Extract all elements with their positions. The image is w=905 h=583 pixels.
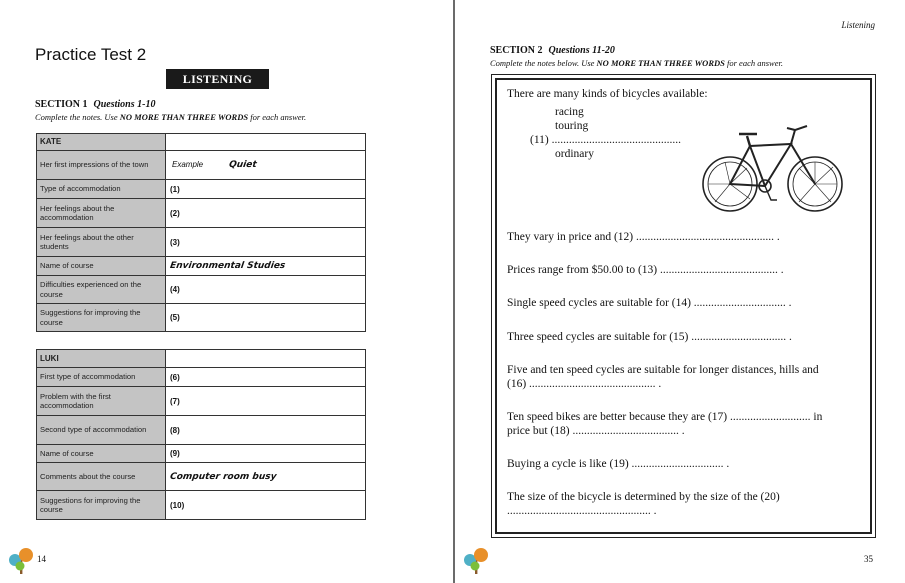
row-label: Her first impressions of the town	[37, 151, 166, 180]
listening-banner: LISTENING	[166, 69, 269, 89]
question-line-17-18[interactable]: Ten speed bikes are better because they are (17) ............................ in price but (18) ..................................... .	[507, 411, 823, 437]
question-line-16[interactable]: Five and ten speed cycles are suitable for longer distances, hills and (16) ............................................ .	[507, 364, 819, 390]
kate-notes-table	[36, 133, 366, 332]
answer-cell[interactable]: (5)	[166, 304, 366, 332]
section-2-instructions: Complete the notes below. Use NO MORE THAN THREE WORDS for each answer.	[490, 58, 783, 68]
handwritten-answer: Computer room busy	[169, 471, 278, 482]
questions-range: Questions 11-20	[548, 45, 615, 56]
tree-logo-icon	[461, 546, 491, 576]
answer-cell[interactable]: (9)	[166, 445, 366, 463]
bicycle-kind: touring	[555, 120, 589, 132]
running-head: Listening	[841, 20, 875, 30]
handwritten-answer: Quiet	[228, 160, 258, 170]
row-label: Suggestions for improving the course	[37, 304, 166, 332]
row-label: Her feelings about the accommodation	[37, 199, 166, 228]
row-label: Name of course	[37, 257, 166, 276]
answer-cell[interactable]: (8)	[166, 416, 366, 445]
answer-cell[interactable]	[166, 257, 366, 276]
question-line-14[interactable]: Single speed cycles are suitable for (14) ................................ .	[507, 297, 792, 309]
question-line-12[interactable]: They vary in price and (12) ................................................ .	[507, 231, 780, 243]
row-label: Difficulties experienced on the course	[37, 276, 166, 304]
answer-cell[interactable]: (1)	[166, 180, 366, 199]
section-1-instructions: Complete the notes. Use NO MORE THAN THREE WORDS for each answer.	[35, 112, 307, 122]
section-label: SECTION 2	[490, 45, 543, 56]
right-page	[455, 0, 905, 583]
page-number: 14	[37, 554, 46, 564]
answer-cell[interactable]: (6)	[166, 368, 366, 387]
question-line-13[interactable]: Prices range from $50.00 to (13) ......................................... .	[507, 264, 784, 276]
section-label: SECTION 1	[35, 99, 88, 110]
answer-cell[interactable]: (4)	[166, 276, 366, 304]
question-line-19[interactable]: Buying a cycle is like (19) ................................ .	[507, 458, 730, 470]
handwritten-answer: Environmental Studies	[169, 261, 286, 271]
intro-line: There are many kinds of bicycles available:	[507, 88, 708, 100]
answer-cell[interactable]	[166, 463, 366, 491]
question-11[interactable]: (11) .............................................	[530, 134, 681, 146]
row-label: Her feelings about the other students	[37, 228, 166, 257]
row-label: First type of accommodation	[37, 368, 166, 387]
table-header: LUKI	[37, 350, 166, 368]
bicycle-kind: racing	[555, 106, 584, 118]
page-number: 35	[864, 554, 873, 564]
table-header: KATE	[37, 134, 166, 151]
row-label: Name of course	[37, 445, 166, 463]
section-1-heading	[35, 99, 155, 110]
question-line-15[interactable]: Three speed cycles are suitable for (15) ................................. .	[507, 331, 792, 343]
answer-cell[interactable]: (3)	[166, 228, 366, 257]
row-label: Second type of accommodation	[37, 416, 166, 445]
questions-range: Questions 1-10	[93, 99, 156, 110]
example-label: Example	[172, 160, 204, 169]
question-line-20[interactable]: The size of the bicycle is determined by the size of the (20) .................................................. .	[507, 491, 780, 517]
page-title: Practice Test 2	[35, 45, 147, 64]
row-label: Problem with the first accommodation	[37, 387, 166, 416]
tree-logo-icon	[6, 546, 36, 576]
row-label: Comments about the course	[37, 463, 166, 491]
bicycle-kind: ordinary	[555, 148, 594, 160]
answer-cell[interactable]	[166, 151, 366, 180]
answer-cell[interactable]: (7)	[166, 387, 366, 416]
bicycle-illustration-icon	[695, 104, 855, 222]
answer-cell[interactable]: (10)	[166, 491, 366, 520]
row-label: Type of accommodation	[37, 180, 166, 199]
section-2-heading	[490, 45, 615, 56]
answer-cell[interactable]: (2)	[166, 199, 366, 228]
row-label: Suggestions for improving the course	[37, 491, 166, 520]
luki-notes-table	[36, 349, 366, 520]
